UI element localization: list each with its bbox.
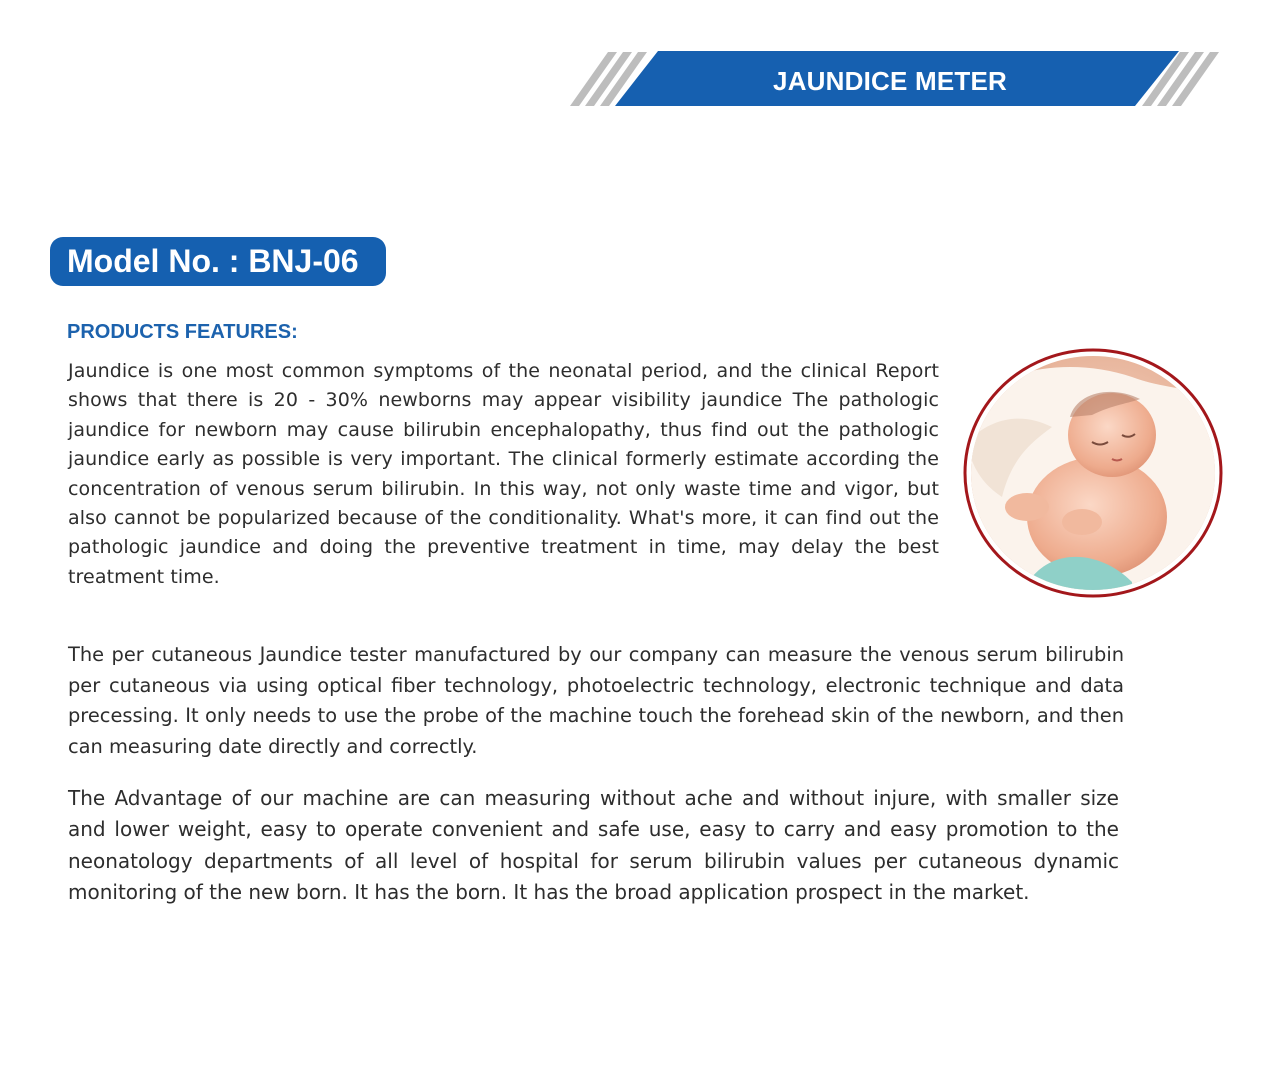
model-number-badge: Model No. : BNJ-06	[50, 237, 386, 286]
features-paragraph-2: The per cutaneous Jaundice tester manufactured by our company can measure the venous serum bilirubin per cutaneous via using optical fiber technology, photoelectric technology, electronic technique and data precessing. It only needs to use the probe of the machine touch the forehead skin of the newborn, and then can measuring date directly and correctly.	[68, 643, 1124, 758]
features-paragraph-1: Jaundice is one most common symptoms of the neonatal period, and the clinical Report shows that there is 20 - 30% newborns may appear visibility jaundice The pathologic jaundice for newborn may cause bilirubin encephalopathy, thus find out the pathologic jaundice early as possible is very important. The clinical formerly estimate according the concentration of venous serum bilirubin. In this way, not only waste time and vigor, but also cannot be popularized because of the conditionality. What's more, it can find out the pathologic jaundice and doing the preventive treatment in time, may delay the best treatment time.	[68, 360, 939, 588]
page-title: JAUNDICE METER	[773, 66, 1007, 96]
features-heading: PRODUCTS FEATURES:	[67, 321, 298, 343]
newborn-photo	[962, 347, 1224, 599]
newborn-image	[962, 347, 1224, 599]
header-banner	[565, 48, 1225, 110]
features-paragraph-3: The Advantage of our machine are can measuring without ache and without injure, with smaller size and lower weight, easy to operate convenient and safe use, easy to carry and easy promotion to the neonatology departments of all level of hospital for serum bilirubin values per cutaneous dynamic monitoring of the new born. It has the born. It has the broad application prospect in the market.	[68, 786, 1119, 904]
